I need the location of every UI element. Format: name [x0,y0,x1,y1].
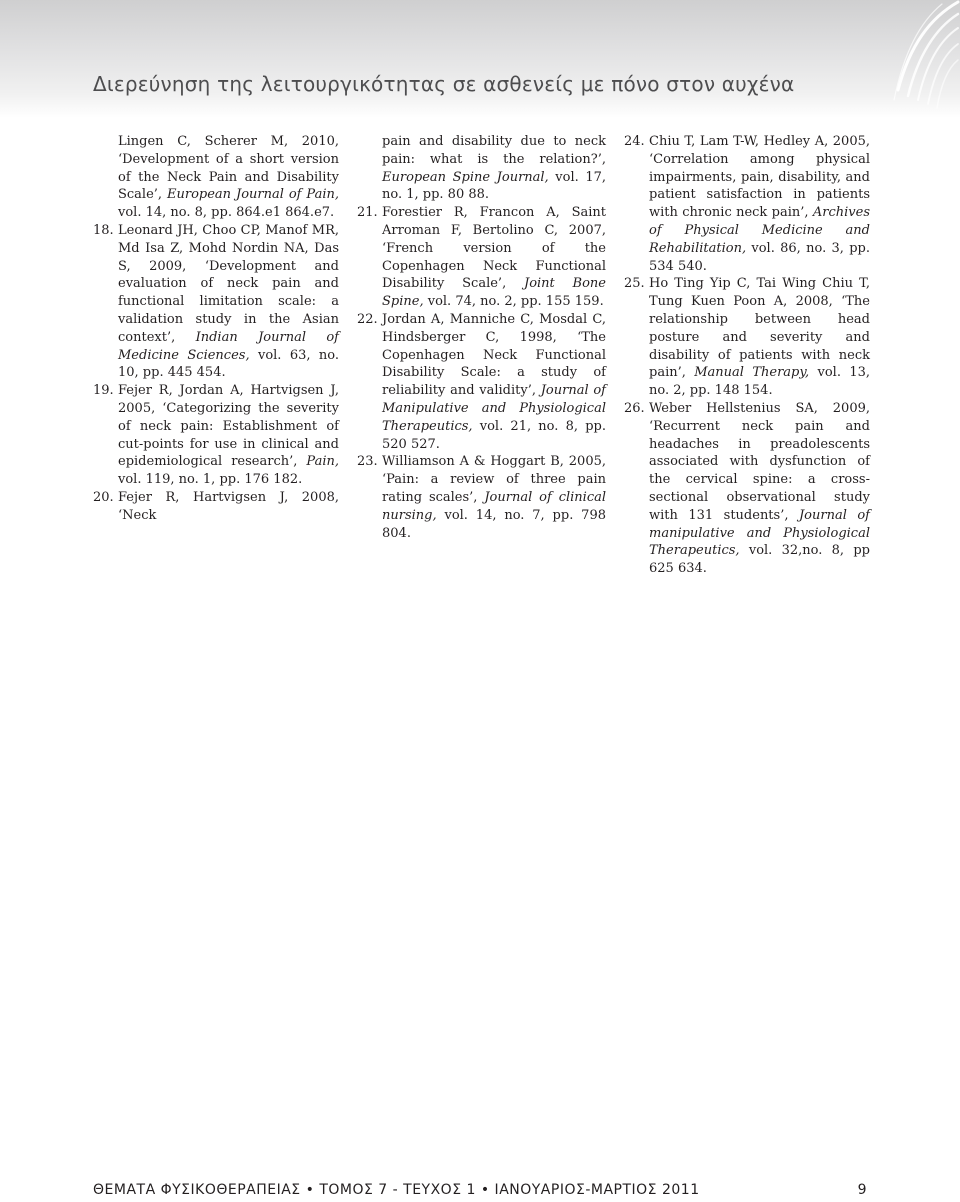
feather-logo-icon [870,0,960,120]
reference-text: Williamson A & Hoggart B, 2005, ‘Pain: a review of three pain rating scales’, [382,454,606,505]
reference-entry [93,222,339,382]
reference-entry [357,133,606,204]
reference-entry [357,311,606,453]
reference-journal: Joint Bone Spine, [382,276,607,310]
reference-journal: Journal of manipulative and Physiological Therapeutics, [649,507,870,559]
reference-text: pain and disability due to neck pain: what is the relation?’, [382,134,606,167]
reference-entry [93,489,339,525]
reference-details: vol. 17, no. 1, pp. 80 88. [382,169,607,203]
reference-entry [357,453,606,542]
references-column-2 [357,133,606,542]
reference-details: vol. 74, no. 2, pp. 155 159. [423,294,604,310]
reference-number: 19. [93,383,114,399]
reference-number: 21. [357,205,378,221]
reference-number: 25. [624,276,645,292]
reference-text: Forestier R, Francon A, Saint Arroman F, Bertolino C, 2007, ‘French version of the Copenhagen Neck Functional Disability Scale’, [382,205,606,292]
reference-journal: Indian Journal of Medicine Sciences, [118,329,339,363]
running-header-title: Διερεύνηση της λειτουργικότητας σε ασθενείς με πόνο στον αυχένα [93,72,795,96]
reference-journal: Pain, [306,454,339,470]
reference-details: vol. 13, no. 2, pp. 148 154. [649,365,871,399]
reference-details: vol. 14, no. 8, pp. 864.e1 864.e7. [118,205,335,221]
reference-details: vol. 63, no. 10, pp. 445 454. [118,347,339,381]
reference-journal: Archives of Physical Medicine and Rehabilitation, [649,205,870,256]
reference-text: Fejer R, Jordan A, Hartvigsen J, 2005, ‘Categorizing the severity of neck pain: Establishment of cut-points for use in clinical and epidemiological research’, [118,383,339,470]
reference-text: Ho Ting Yip C, Tai Wing Chiu T, Tung Kuen Poon A, 2008, ‘The relationship between head posture and severity and disability of patients with neck pain’, [649,276,870,381]
page-footer [93,1182,867,1198]
reference-journal: Journal of clinical nursing, [382,489,607,523]
reference-details: vol. 14, no. 7, pp. 798 804. [382,507,606,541]
reference-entry [624,400,870,578]
reference-journal: European Journal of Pain, [167,187,339,203]
reference-number: 22. [357,311,378,327]
reference-text: Fejer R, Hartvigsen J, 2008, ‘Neck [118,489,339,523]
reference-journal: European Spine Journal, [382,169,549,185]
reference-number: 18. [93,222,114,238]
reference-number: 20. [93,489,114,505]
footer-journal-info: ΘΕΜΑΤΑ ΦΥΣΙΚΟΘΕΡΑΠΕΙΑΣ • ΤΟΜΟΣ 7 - ΤΕΥΧΟΣ 1 • ΙΑΝΟΥΑΡΙΟΣ-ΜΑΡΤΙΟΣ 2011 [93,1182,700,1198]
reference-journal: Manual Therapy, [694,365,810,381]
reference-details: vol. 32,no. 8, pp 625 634. [649,543,870,577]
reference-number: 26. [624,400,645,416]
reference-details: vol. 21, no. 8, pp. 520 527. [382,418,606,452]
reference-entry [624,275,870,400]
reference-number: 23. [357,454,378,470]
page-number: 9 [857,1182,867,1198]
reference-entry [93,133,339,222]
reference-details: vol. 86, no. 3, pp. 534 540. [649,240,870,274]
reference-details: vol. 119, no. 1, pp. 176 182. [118,472,303,488]
reference-entry [357,204,606,311]
reference-entry [624,133,870,275]
reference-text: Leonard JH, Choo CP, Manof MR, Md Isa Z, Mohd Nordin NA, Das S, 2009, ‘Development and evaluation of neck pain and functional limitation scale: a validation study in the Asian context’, [118,222,339,345]
reference-text: Lingen C, Scherer M, 2010, ‘Development of a short version of the Neck Pain and Disability Scale’, [118,134,339,203]
reference-entry [93,382,339,489]
reference-number: 24. [624,134,645,149]
reference-text: Jordan A, Manniche C, Mosdal C, Hindsberger C, 1998, ‘The Copenhagen Neck Functional Disability Scale: a study of reliability and validity’, [382,311,606,399]
reference-journal: Journal of Manipulative and Physiological Therapeutics, [382,383,606,434]
reference-text: Chiu T, Lam T-W, Hedley A, 2005, ‘Correlation among physical impairments, pain, disability, and patient satisfaction in patients with chronic neck pain’, [649,134,870,221]
references-column-3 [624,133,870,578]
references-column-1 [93,133,339,525]
reference-text: Weber Hellstenius SA, 2009, ‘Recurrent neck pain and headaches in preadolescents associated with dysfunction of the cervical spine: a cross-sectional observational study with 131 students’, [649,400,870,523]
header-band [0,0,960,118]
